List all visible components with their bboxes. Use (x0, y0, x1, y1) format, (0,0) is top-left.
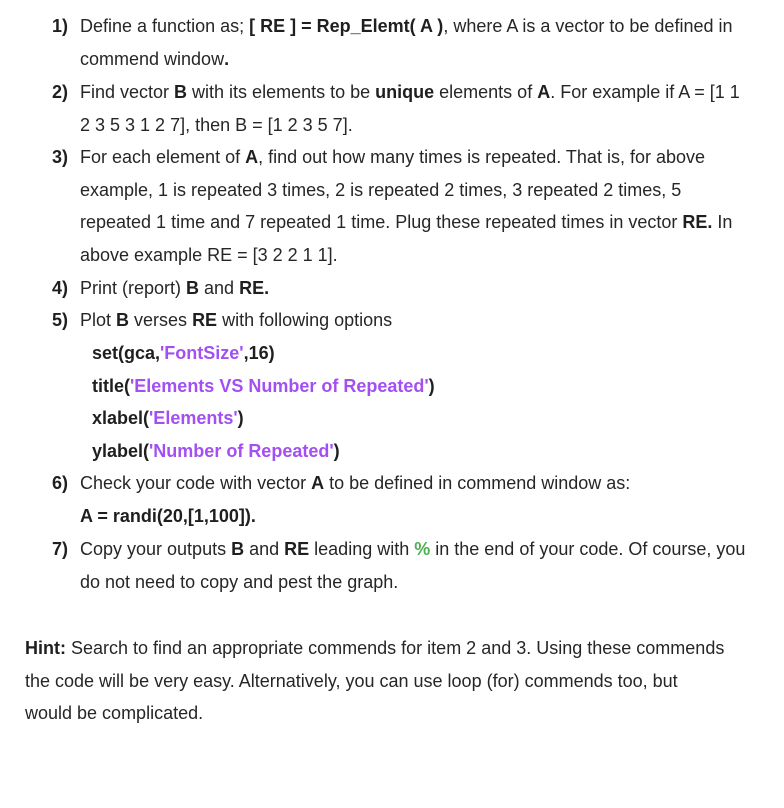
bold-run: B (186, 278, 200, 298)
hint-paragraph (25, 632, 725, 730)
text-run: leading with (309, 539, 415, 559)
item-text (80, 10, 746, 75)
bold-run: [ RE ] = Rep_Elemt( A ) (249, 16, 444, 36)
bold-run: B (116, 310, 130, 330)
item-number: 2) (52, 82, 69, 102)
text-run: to be defined in commend window as: (324, 473, 631, 493)
percent-symbol: % (414, 539, 431, 559)
code-text: title( (92, 376, 130, 396)
item-number: 4) (52, 278, 69, 298)
text-run: with following options (217, 310, 393, 330)
text-run: In above example RE = [3 2 2 1 1]. (80, 212, 733, 266)
item-number: 6) (52, 473, 69, 493)
code-line-randi (80, 500, 746, 533)
code-text: ) (428, 376, 435, 396)
bold-run: RE. (239, 278, 270, 298)
text-run: Print (report) (80, 278, 187, 298)
code-string: 'FontSize' (160, 343, 244, 363)
text-run: verses (129, 310, 193, 330)
item-text (80, 272, 746, 305)
text-run: For each element of (80, 147, 246, 167)
hint-text: Search to find an appropriate commends for item 2 and 3. Using these commends the code will be very easy. Alternatively, you can use loop (for) commends too, but would be complicated. (25, 638, 725, 724)
code-text: ) (237, 408, 244, 428)
bold-run: B (174, 82, 188, 102)
list-item-5 (52, 304, 746, 337)
item-number: 3) (52, 147, 69, 167)
code-text: ,16) (243, 343, 275, 363)
code-line-xlabel (92, 402, 244, 435)
code-line-title (92, 370, 435, 403)
item-number: 5) (52, 310, 69, 330)
text-run: , where A is a vector to be defined in commend window (80, 16, 733, 69)
code-text: set(gca, (92, 343, 161, 363)
text-run: Define a function as; (80, 16, 250, 36)
text-run: and (244, 539, 285, 559)
code-line-ylabel (92, 435, 340, 468)
list-item-4 (52, 272, 746, 305)
bold-run: . (224, 48, 230, 69)
code-string: 'Elements' (149, 408, 238, 428)
list-item-3 (52, 141, 746, 272)
bold-run: A = randi(20,[1,100]). (80, 505, 256, 526)
bold-run: RE. (682, 212, 713, 233)
code-text: ) (333, 441, 340, 461)
item-number: 7) (52, 539, 69, 559)
hint-label: Hint: (25, 638, 66, 658)
bold-run: RE (192, 310, 218, 330)
text-run: in the end of your code. Of course, you do not need to copy and pest the graph. (80, 539, 746, 592)
text-run: . For example if A = [1 1 2 3 5 3 1 2 7], then B = [1 2 3 5 7]. (80, 82, 740, 135)
code-text: xlabel( (92, 408, 150, 428)
text-run: Copy your outputs (80, 539, 232, 559)
text-run: Check your code with vector (80, 473, 312, 493)
code-string: 'Number of Repeated' (149, 441, 334, 461)
bold-run: B (231, 539, 245, 559)
bold-run: RE (284, 539, 310, 559)
item-number: 1) (52, 16, 69, 36)
code-line-set-fontsize (92, 337, 275, 370)
item-text (80, 467, 746, 500)
list-item-2 (52, 76, 746, 141)
list-item-1 (52, 10, 746, 75)
code-string: 'Elements VS Number of Repeated' (130, 376, 429, 396)
item-text (80, 304, 746, 337)
bold-run: A (537, 82, 551, 102)
bold-run: A (311, 473, 325, 493)
item-text (80, 533, 746, 598)
list-item-7 (52, 533, 746, 598)
text-run: elements of (434, 82, 538, 102)
text-run: , find out how many times is repeated. That is, for above example, 1 is repeated 3 times, 2 is repeated 2 times, 3 repeated 2 times, 5 repeated 1 time and 7 repeated 1 time. Plug these repeated times in vector (80, 147, 705, 233)
bold-run: A (245, 147, 259, 167)
item-text (80, 76, 746, 141)
bold-run: unique (375, 82, 435, 102)
text-run: Find vector (80, 82, 175, 102)
list-item-6 (52, 467, 746, 532)
text-run: and (199, 278, 240, 298)
text-run: Plot (80, 310, 117, 330)
code-text: ylabel( (92, 441, 150, 461)
item-text (80, 141, 746, 272)
text-run: with its elements to be (187, 82, 376, 102)
